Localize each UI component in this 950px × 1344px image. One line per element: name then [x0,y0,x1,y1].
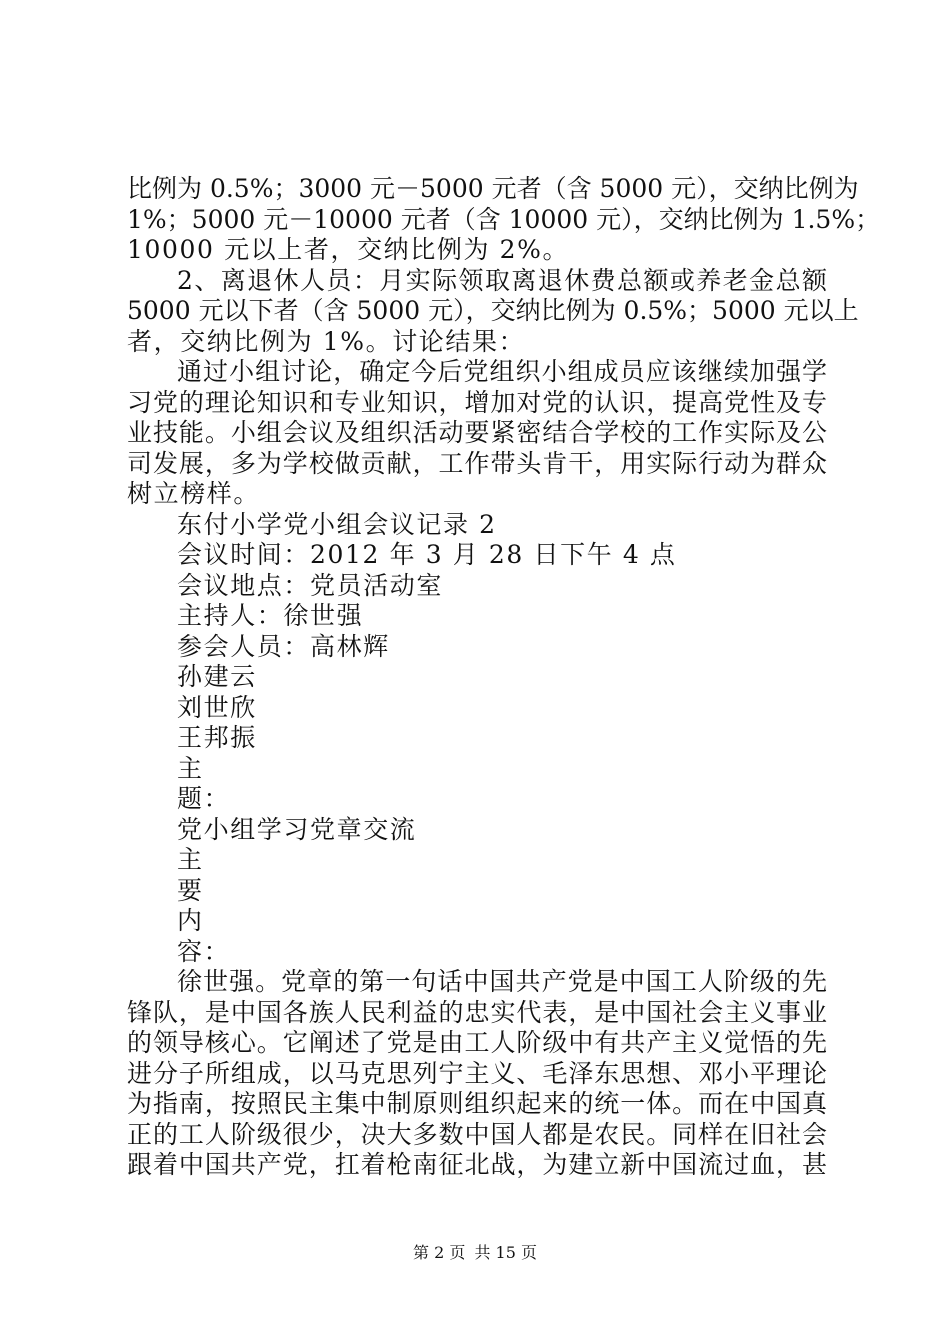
text-line: 业技能。小组会议及组织活动要紧密结合学校的工作实际及公 [127,418,827,447]
text-line: 10000 元以上者，交纳比例为 2%。 [127,235,570,264]
document-body [127,174,881,1181]
text-line: 司发展，多为学校做贡献，工作带头肯干，用实际行动为群众 [127,448,827,478]
topic-label: 题： [177,784,231,813]
content-label: 容： [177,936,231,966]
text-line: 进分子所组成，以马克思列宁主义、毛泽东思想、邓小平理论 [127,1058,827,1088]
meeting-time: 会议时间：2012 年 3 月 28 日下午 4 点 [177,540,677,569]
text-line: 的领导核心。它阐述了党是由工人阶级中有共产主义觉悟的先 [127,1028,827,1057]
text-line: 跟着中国共产党，扛着枪南征北战，为建立新中国流过血，甚 [127,1150,827,1179]
page-footer [0,1243,950,1263]
page-number: 第 2 页 [413,1243,466,1262]
text-line: 徐世强。党章的第一句话中国共产党是中国工人阶级的先 [177,967,827,996]
attendee-name: 刘世欣 [177,692,257,722]
attendee-name: 孙建云 [177,662,257,691]
topic-label: 主 [177,753,204,783]
meeting-host: 主持人：徐世强 [177,601,364,630]
text-line: 5000 元以下者（含 5000 元），交纳比例为 0.5%；5000 元以上 [127,296,859,325]
text-line: 锋队，是中国各族人民利益的忠实代表，是中国社会主义事业 [127,997,827,1027]
text-line: 树立榜样。 [127,479,261,508]
text-line: 1%；5000 元－10000 元者（含 10000 元），交纳比例为 1.5%； [127,204,881,234]
text-line: 通过小组讨论，确定今后党组织小组成员应该继续加强学 [177,357,827,386]
text-line: 2、离退休人员：月实际领取离退休费总额或养老金总额 [177,265,827,295]
meeting-location: 会议地点：党员活动室 [177,570,444,600]
content-label: 要 [177,875,204,905]
text-line: 比例为 0.5%；3000 元－5000 元者（含 5000 元），交纳比例为 [127,174,859,203]
attendee-name: 王邦振 [177,723,257,752]
text-line: 正的工人阶级很少，决大多数中国人都是农民。同样在旧社会 [127,1119,827,1149]
section-heading: 东付小学党小组会议记录 2 [177,509,497,539]
content-label: 主 [177,845,204,874]
text-line: 为指南，按照民主集中制原则组织起来的统一体。而在中国真 [127,1089,827,1118]
meeting-attendees: 参会人员：高林辉 [177,631,390,661]
topic-value: 党小组学习党章交流 [177,814,417,844]
content-label: 内 [177,906,204,935]
page-total: 共 15 页 [474,1243,537,1262]
text-line: 者，交纳比例为 1%。讨论结果： [127,326,526,356]
text-line: 习党的理论知识和专业知识，增加对党的认识，提高党性及专 [127,387,827,417]
